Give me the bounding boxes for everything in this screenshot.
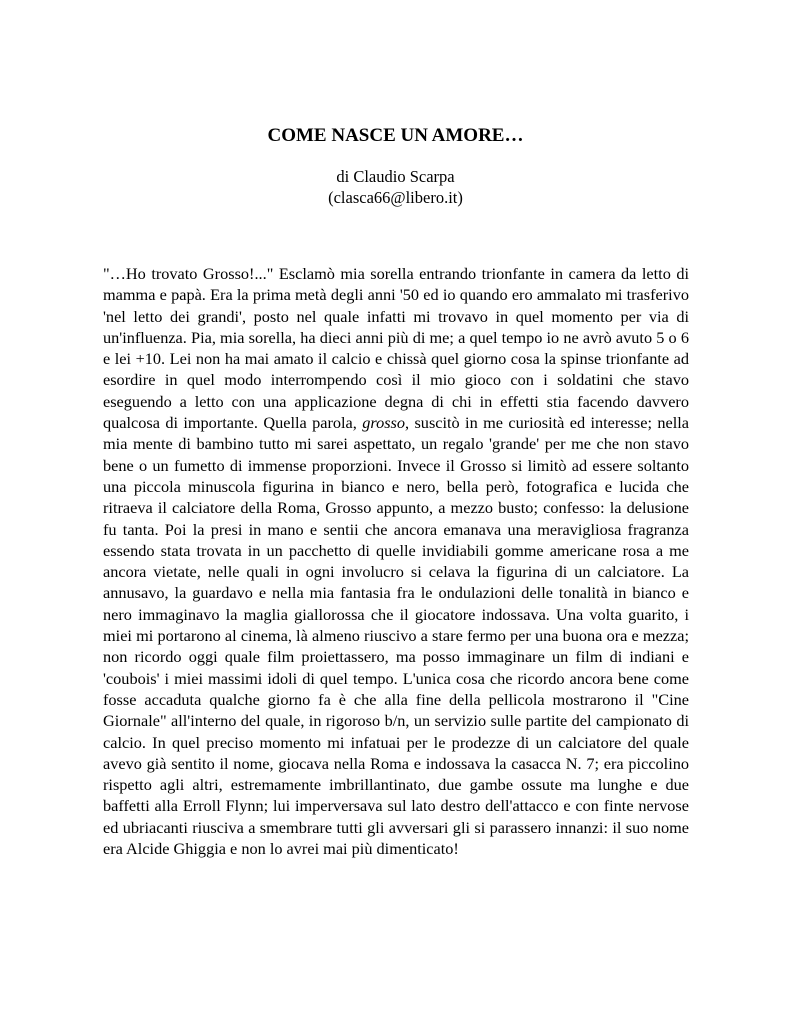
- body-paragraph: [103, 263, 689, 859]
- byline: [0, 166, 791, 208]
- paragraph-text-part-2: , suscitò in me curiosità ed interesse; nella mia mente di bambino tutto mi sarei aspettato, un regalo 'grande' per me che non stavo bene o un fumetto di immense proporzioni. Invece il Grosso si limitò ad essere soltanto una piccola minuscola figurina in bianco e nero, bella però, fotografica e lucida che ritraeva il calciatore della Roma, Grosso appunto, a mezzo busto; confesso: la delusione fu tanta. Poi la presi in mano e sentii che ancora emanava una meravigliosa fragranza essendo stata trovata in un pacchetto di quelle invidiabili gomme americane rosa a me ancora vietate, nelle quali in ogni involucro si celava la figurina di un calciatore. La annusavo, la guardavo e nella mia fantasia fra le ondulazioni delle tonalità in bianco e nero immaginavo la maglia giallorossa che il giocatore indossava. Una volta guarito, i miei mi portarono al cinema, là almeno riuscivo a stare fermo per una buona ora e mezza; non ricordo oggi quale film proiettassero, ma posso immaginare un film di indiani e 'coubois' i miei massimi idoli di quel tempo. L'unica cosa che ricordo ancora bene come fosse accaduta qualche giorno fa è che alla fine della pellicola mostrarono il "Cine Giornale" all'interno del quale, in rigoroso b/n, un servizio sulle partite del campionato di calcio. In quel preciso momento mi infatuai per le prodezze di un calciatore del quale avevo già sentito il nome, giocava nella Roma e indossava la casacca N. 7; era piccolino rispetto agli altri, estremamente imbrillantinato, due gambe ossute ma lunghe e due baffetti alla Erroll Flynn; lui imperversava sul lato destro dell'attacco e con finte nervose ed ubriacanti riusciva a smembrare tutti gli avversari gli si parassero innanzi: il suo nome era Alcide Ghiggia e non lo avrei mai più dimenticato!: [103, 413, 689, 859]
- author-line: di Claudio Scarpa: [336, 167, 455, 186]
- document-title: COME NASCE UN AMORE…: [267, 125, 524, 146]
- emphasized-word: grosso: [362, 413, 406, 433]
- email-line: (clasca66@libero.it): [328, 188, 463, 207]
- paragraph-text-part-1: "…Ho trovato Grosso!..." Esclamò mia sorella entrando trionfante in camera da letto di mamma e papà. Era la prima metà degli anni '50 ed io quando ero ammalato mi trasferivo 'nel letto dei grandi', posto nel quale infatti mi trovavo in quel momento per via di un'influenza. Pia, mia sorella, ha dieci anni più di me; a quel tempo io ne avrò avuto 5 o 6 e lei +10. Lei non ha mai amato il calcio e chissà quel giorno cosa la spinse trionfante ad esordire in quel modo interrompendo così il mio gioco con i soldatini che stavo eseguendo a letto con una applicazione degna di chi in effetti stia facendo davvero qualcosa di importante. Quella parola,: [103, 264, 689, 433]
